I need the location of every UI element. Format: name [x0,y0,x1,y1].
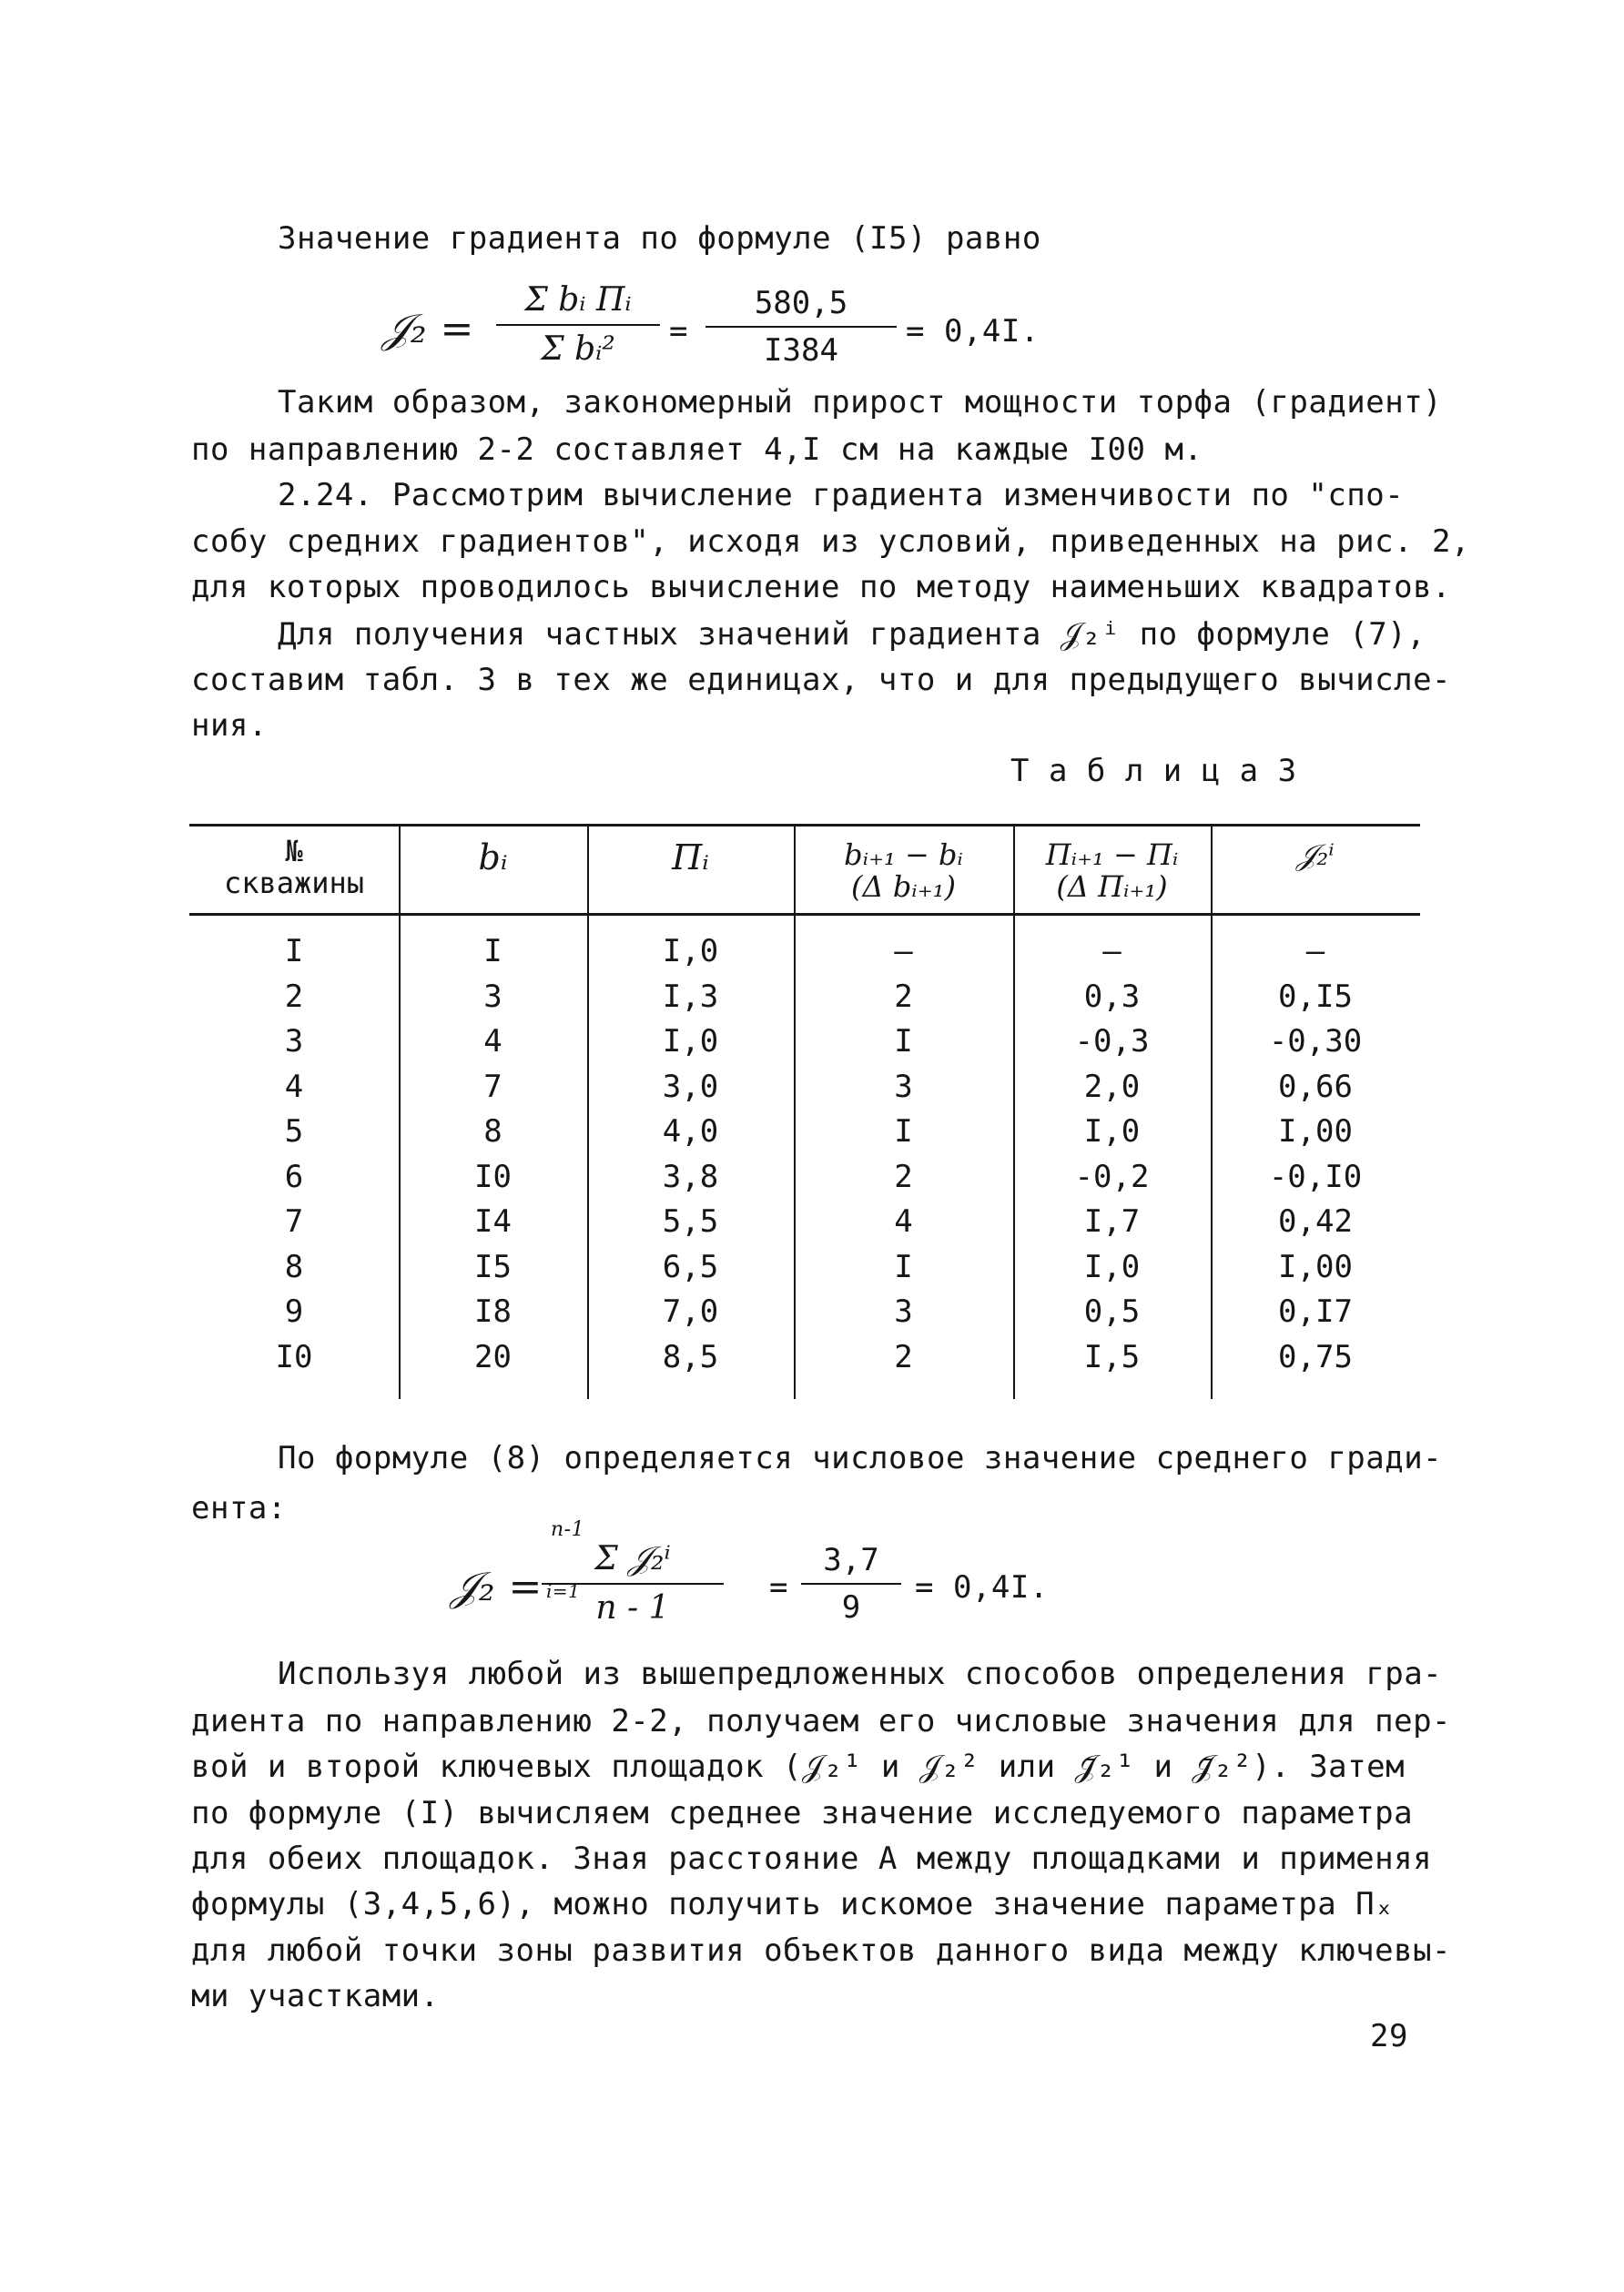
table-header-cell: bᵢ₊₁ − bᵢ (Δ bᵢ₊₁) [844,837,963,905]
table-cell: I,00 [1278,1248,1353,1285]
table-cell: -0,2 [1074,1158,1150,1195]
table-cell: I,0 [662,1023,719,1060]
paragraph-application-line-7: для любой точки зоны развития объектов данного вида между ключевы- [191,1932,1452,1969]
table-cell: 0,5 [1083,1293,1141,1330]
table-cell: I5 [474,1248,512,1285]
table-cell: I [894,1023,913,1060]
table-cell: 9 [284,1293,304,1330]
table-cell: 0,66 [1278,1068,1353,1105]
table-header-cell: Пᵢ₊₁ − Пᵢ (Δ Пᵢ₊₁) [1045,837,1179,905]
paragraph-method-line-2: собу средних градиентов", исходя из условий, приведенных на рис. 2, [191,523,1470,560]
table-cell: I,00 [1278,1113,1353,1150]
table-cell: 4 [483,1023,502,1060]
table-cell: 3,8 [662,1158,719,1195]
formula-1-denominator: Σ bᵢ² [541,330,615,368]
table-cell: 5,5 [662,1203,719,1240]
table-cell: 8 [483,1113,502,1150]
formula-1-lhs: 𝒥₂ = [382,306,474,352]
table-cell: I8 [474,1293,512,1330]
paragraph-table-intro-line-3: ния. [191,707,268,744]
formula-2-numerator-value: 3,7 [823,1542,879,1578]
formula-2-fraction-numeric [801,1542,901,1626]
table-cell: I [894,1113,913,1150]
table-cell: 2 [894,1158,913,1195]
table-cell: I0 [275,1338,313,1375]
table-cell: 4 [894,1203,913,1240]
paragraph-application-line-5: для обеих площадок. Зная расстояние A между площадками и применяя [191,1841,1433,1877]
table-cell: 0,I5 [1278,978,1353,1015]
table-cell: 7 [483,1068,502,1105]
formula-1-equals: = [669,313,688,350]
table-cell: I,0 [662,933,719,969]
table-cell: – [1102,933,1122,969]
table-cell: 6 [284,1158,304,1195]
table-caption: Т а б л и ц а 3 [1010,753,1297,789]
table-cell: 0,75 [1278,1338,1353,1375]
paragraph-intro: Значение градиента по формуле (I5) равно [278,220,1041,257]
paragraph-table-intro-line-1: Для получения частных значений градиента 𝒥₂ⁱ по формуле (7), [278,616,1426,653]
paragraph-mean-gradient-line-1: По формуле (8) определяется числовое значение среднего гради- [278,1440,1443,1476]
table-cell: – [894,933,913,969]
table-cell: 4,0 [662,1113,719,1150]
table-cell: 2,0 [1083,1068,1141,1105]
table-cell: I,0 [1083,1113,1141,1150]
table-header-cell: 𝒥₂ⁱ [1296,837,1335,872]
table-cell: I [284,933,304,969]
paragraph-application-line-3: вой и второй ключевых площадок (𝒥₂¹ и 𝒥₂² или 𝒥̄₂¹ и 𝒥̄₂²). Затем [191,1749,1406,1785]
table-cell: 3 [894,1068,913,1105]
formula-1-fraction-numeric [705,285,897,369]
formula-1-numerator-value: 580,5 [754,285,848,321]
table-header-cell: Пᵢ [672,837,709,877]
paragraph-application-line-2: диента по направлению 2-2, получаем его числовые значения для пер- [191,1703,1452,1739]
paragraph-conclusion-line-2: по направлению 2-2 составляет 4,I см на каждые I00 м. [191,431,1203,468]
table-cell: I [894,1248,913,1285]
formula-2-lhs: 𝒥₂ = [451,1564,543,1610]
table-cell: 20 [474,1338,512,1375]
table-cell: -0,3 [1074,1023,1150,1060]
table-cell: I,3 [662,978,719,1015]
paragraph-mean-gradient-line-2: ента: [191,1490,287,1526]
formula-2-denominator-value: 9 [841,1589,861,1626]
table-cell: 5 [284,1113,304,1150]
table-cell: -0,I0 [1268,1158,1363,1195]
formula-2-sum-upper-limit: n-1 [551,1518,585,1541]
formula-1-result: = 0,4I. [906,313,1040,350]
table-cell: 8 [284,1248,304,1285]
table-cell: 8,5 [662,1338,719,1375]
table-cell: I,7 [1083,1203,1141,1240]
formula-1-denominator-value: I384 [764,332,838,369]
paragraph-method-line-1: 2.24. Рассмотрим вычисление градиента изменчивости по "спо- [278,477,1405,513]
table-header-cell: bᵢ [478,837,508,877]
table-cell: 3 [284,1023,304,1060]
table-cell: 2 [894,1338,913,1375]
table-cell: I0 [474,1158,512,1195]
table-cell: 4 [284,1068,304,1105]
table-cell: 2 [284,978,304,1015]
paragraph-application-line-6: формулы (3,4,5,6), можно получить искомое значение параметра Пₓ [191,1886,1395,1922]
formula-2-numerator: Σ 𝒥₂ⁱ [594,1540,671,1577]
formula-1-fraction-symbolic [496,281,660,368]
table-cell: 0,42 [1278,1203,1353,1240]
table-cell: 2 [894,978,913,1015]
table-cell: 3 [894,1293,913,1330]
table-cell: 7,0 [662,1293,719,1330]
table-cell: 0,I7 [1278,1293,1353,1330]
table-cell: -0,30 [1268,1023,1363,1060]
table-cell: 0,3 [1083,978,1141,1015]
page-number: 29 [1370,2018,1408,2054]
table-cell: I4 [474,1203,512,1240]
paragraph-table-intro-line-2: составим табл. 3 в тех же единицах, что и для предыдущего вычисле- [191,662,1452,698]
paragraph-application-line-8: ми участками. [191,1978,440,2014]
paragraph-conclusion-line-1: Таким образом, закономерный прирост мощности торфа (градиент) [278,384,1443,421]
paragraph-application-line-4: по формуле (I) вычисляем среднее значение исследуемого параметра [191,1795,1414,1831]
paragraph-application-line-1: Используя любой из вышепредложенных способов определения гра- [278,1656,1443,1692]
table-header-cell: № скважины [223,834,365,901]
table-cell: I [483,933,502,969]
table-cell: 3,0 [662,1068,719,1105]
table-top-rule [189,824,1420,827]
paragraph-method-line-3: для которых проводилось вычисление по методу наименьших квадратов. [191,569,1452,605]
formula-1-numerator: Σ bᵢ Пᵢ [524,281,632,319]
formula-2-denominator: n - 1 [595,1589,670,1627]
formula-2-sum-lower-limit: i=1 [546,1580,581,1602]
formula-2-result: = 0,4I. [915,1569,1049,1606]
table-header-rule [189,913,1420,916]
table-cell: – [1305,933,1325,969]
table-cell: 3 [483,978,502,1015]
table-cell: 6,5 [662,1248,719,1285]
formula-2-equals: = [769,1569,788,1606]
table-cell: 7 [284,1203,304,1240]
table-cell: I,0 [1083,1248,1141,1285]
table-cell: I,5 [1083,1338,1141,1375]
